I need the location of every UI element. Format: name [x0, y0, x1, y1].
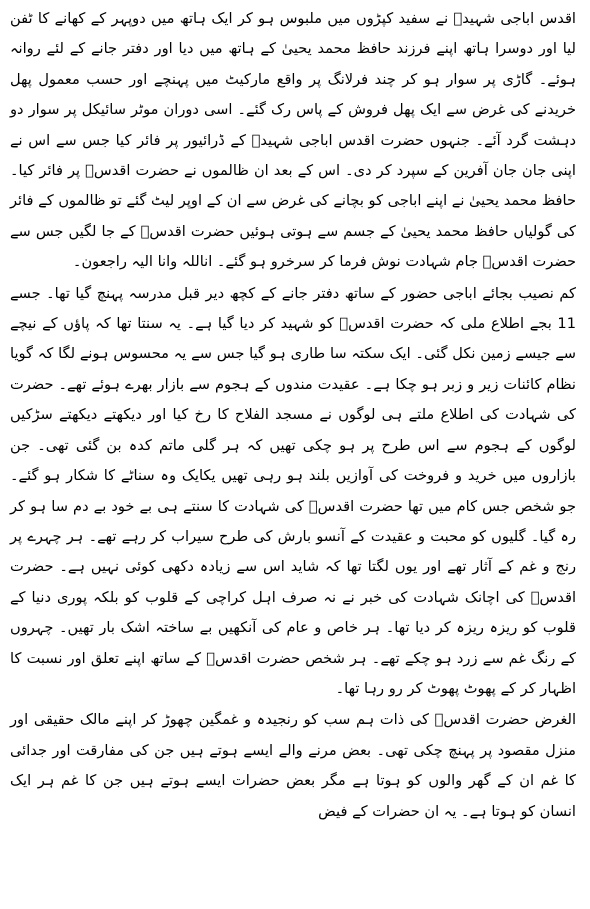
paragraph-news-and-grief: کم نصیب بجائے اباجی حضور کے ساتھ دفتر جانے کے کچھ دیر قبل مدرسہ پہنچ گیا تھا۔ جسے 11 بجے اطلاع ملی کہ حضرت اقدسؒ کو شہید کر دیا گیا ہے۔ یہ سنتا تھا کہ پاؤں کے نیچے سے جیسے زمین نکل گئی۔ ایک سکتہ سا طاری ہو گیا جس سے یہ محسوس ہونے لگا کہ گویا نظام کائنات زیر و زبر ہو چکا ہے۔ عقیدت مندوں کے ہجوم سے بازار بھرے ہوئے تھے۔ حضرت کی شہادت کی اطلاع ملتے ہی لوگوں نے مسجد الفلاح کا رخ کیا اور دیکھتے دیکھتے سڑکیں لوگوں کے ہجوم سے اس طرح پر ہو چکی تھیں کہ ہر گلی ماتم کدہ بن گئی تھی۔ جن بازاروں میں خرید و فروخت کی آوازیں بلند ہو رہی تھیں یکایک وہ سناٹے کا شکار ہو گئے۔ جو شخص جس کام میں تھا حضرت اقدسؒ کی شہادت کا سنتے ہی بے خود بے دم سا ہو کر رہ گیا۔ گلیوں کو محبت و عقیدت کے آنسو بارش کی طرح سیراب کر رہے تھے۔ ہر چہرے پر رنج و غم کے آثار تھے اور یوں لگتا تھا کہ شاید اس سے زیادہ دکھی کوئی نہیں ہے۔ حضرت اقدسؒ کی اچانک شہادت کی خبر نے نہ صرف اہل کراچی کے قلوب کو بلکہ پوری دنیا کے قلوب کو ریزہ ریزہ کر دیا تھا۔ ہر خاص و عام کی آنکھیں بے ساختہ اشک بار تھیں۔ چہروں کے رنگ غم سے زرد ہو چکے تھے۔ ہر شخص حضرت اقدسؒ کے ساتھ اپنے تعلق اور نسبت کا اظہار کر کے پھوٹ پھوٹ کر رو رہا تھا۔: [10, 284, 576, 697]
paragraph-martyrdom-account: اقدس اباجی شہیدؒ نے سفید کپڑوں میں ملبوس ہو کر ایک ہاتھ میں دوپہر کے کھانے کا ٹفن لیا اور دوسرا ہاتھ اپنے فرزند حافظ محمد یحییٰ کے ہاتھ میں دیا اور دفتر جانے کے لئے روانہ ہوئے۔ گاڑی پر سوار ہو کر چند فرلانگ پر واقع مارکیٹ میں پہنچے اور حسب معمول پھل خریدنے کی غرض سے ایک پھل فروش کے پاس رک گئے۔ اسی دوران موٹر سائیکل پر سوار دو دہشت گرد آئے۔ جنہوں حضرت اقدس اباجی شہیدؒ کے ڈرائیور پر فائر کیا جس سے اس نے اپنی جان جان آفرین کے سپرد کر دی۔ اس کے بعد ان ظالموں نے حضرت اقدسؒ پر فائر کیا۔ حافظ محمد یحییٰ نے اپنے اباجی کو بچانے کی غرض سے ان کے اوپر لیٹ گئے تو ظالموں کے فائر کی گولیاں حافظ محمد یحییٰ کے جسم سے ہوتی ہوئیں حضرت اقدسؒ کے جا لگیں جس سے حضرت اقدسؒ جام شہادت نوش فرما کر سرخرو ہو گئے۔ اناللہ وانا الیہ راجعون۔: [10, 10, 576, 271]
paragraph-conclusion: الغرض حضرت اقدسؒ کی ذات ہم سب کو رنجیدہ و غمگین چھوڑ کر اپنے مالک حقیقی اور منزل مقصود پر پہنچ چکی تھی۔ بعض مرنے والے ایسے ہوتے ہیں جن کی مفارقت اور جدائی کا غم ان کے گھر والوں کو ہوتا ہے مگر بعض حضرات ایسے ہوتے ہیں جن کا غم ہر ایک انسان کو ہوتا ہے۔ یہ ان حضرات کے فیض: [10, 711, 576, 820]
